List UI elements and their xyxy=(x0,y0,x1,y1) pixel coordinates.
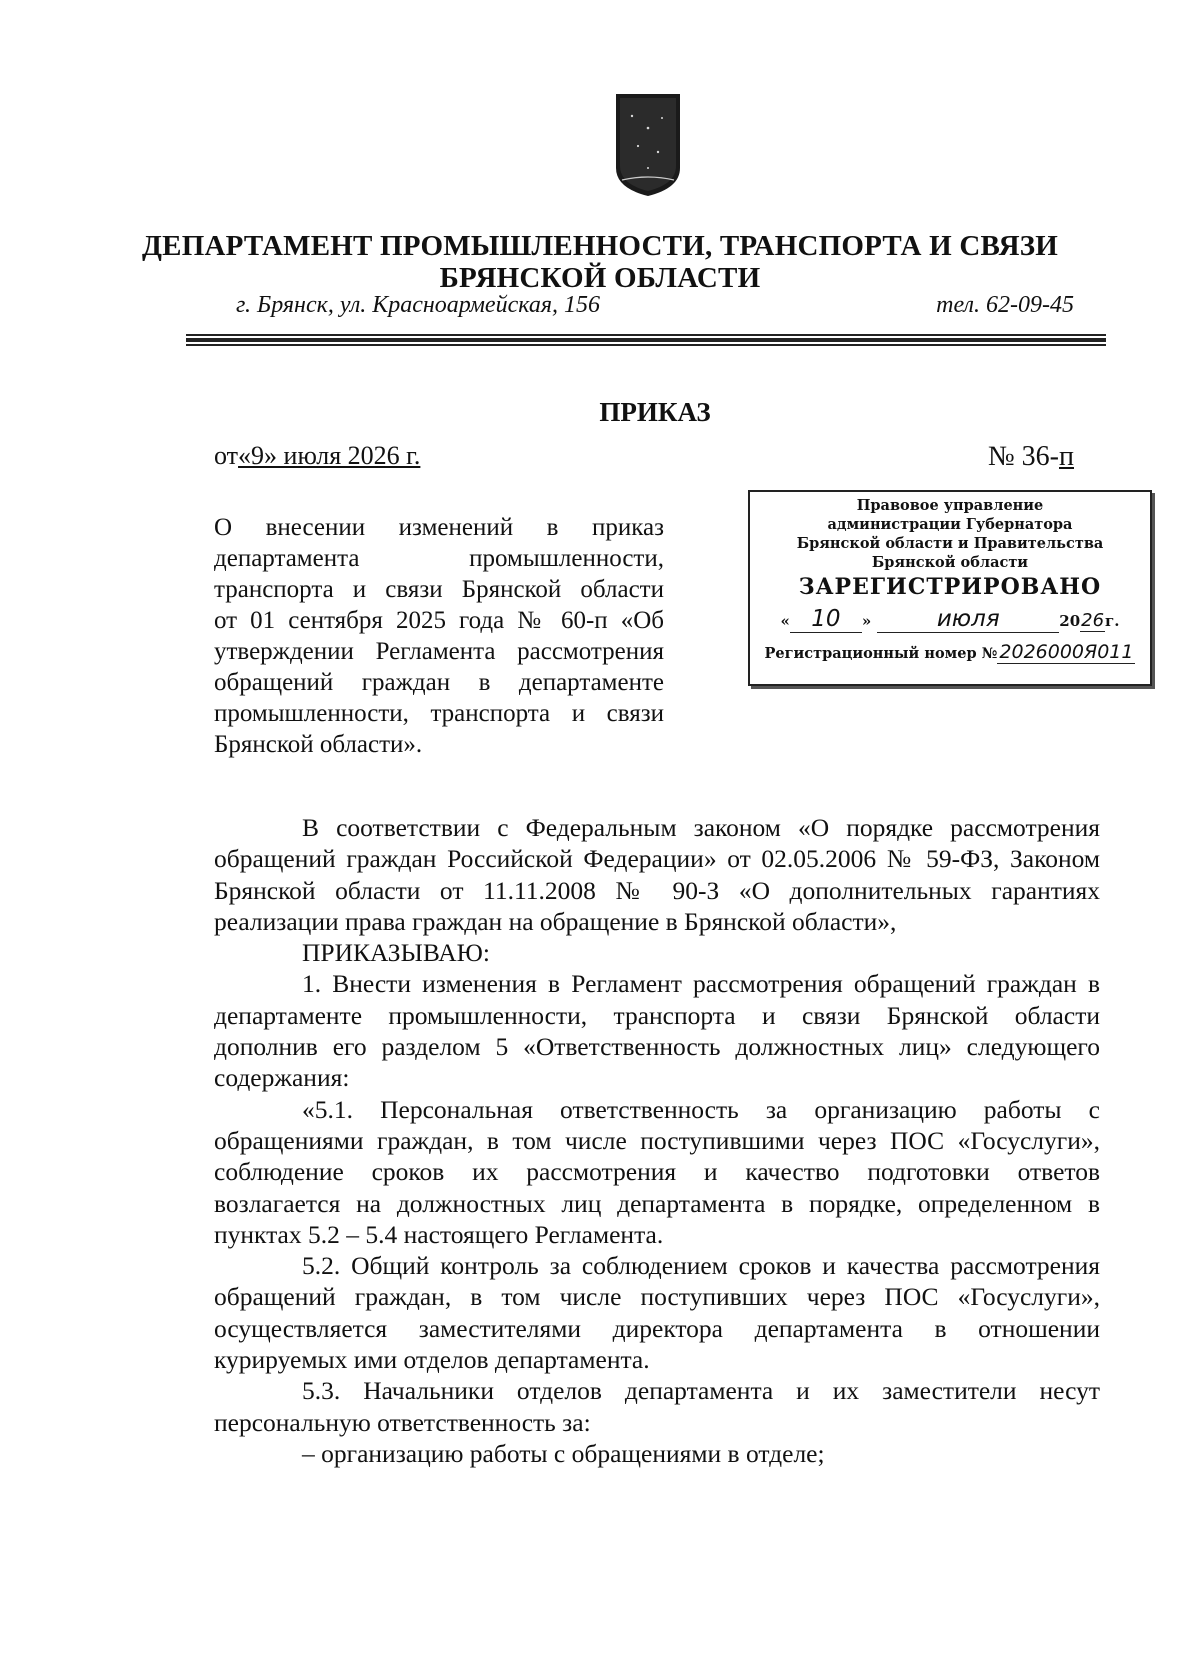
body-list-item: – организацию работы с обращениями в отделе; xyxy=(302,1438,825,1468)
body-line: реализации права граждан на обращение в Брянской области», xyxy=(214,906,897,936)
stamp-year-end: г. xyxy=(1105,612,1120,630)
body-line: В соответствии с Федеральным законом «О порядке рассмотрения xyxy=(302,813,1100,842)
body-line: курируемых ими отделов департамента. xyxy=(214,1345,650,1375)
registration-stamp xyxy=(748,490,1152,686)
body-line: «5.1. Персональная ответственность за организацию работы с xyxy=(302,1094,1100,1124)
stamp-date xyxy=(750,606,1150,633)
body-line: пунктах 5.2 – 5.4 настоящего Регламента. xyxy=(214,1219,664,1249)
department-phone: тел. 62-09-45 xyxy=(936,292,1074,318)
order-number-suffix: п xyxy=(1059,441,1074,472)
stamp-day-close: » xyxy=(861,612,872,630)
stamp-line4: Брянской области xyxy=(871,554,1029,571)
stamp-reg-label: Регистрационный номер № xyxy=(764,645,998,662)
stamp-line1: Правовое управление xyxy=(856,497,1044,514)
subject-line: Брянской области». xyxy=(214,731,423,758)
subject-line: от 01 сентября 2025 года № 60-п «Об xyxy=(214,607,664,634)
stamp-year-suffix: 26 xyxy=(1081,610,1105,631)
order-body xyxy=(214,812,1100,1469)
stamp-reg-number: 2026000Я011 xyxy=(999,641,1134,663)
body-line: 5.2. Общий контроль за соблюдением сроков и качества рассмотрения xyxy=(302,1251,1100,1281)
department-title-line1: ДЕПАРТАМЕНТ ПРОМЫШЛЕННОСТИ, ТРАНСПОРТА И СВЯЗИ xyxy=(142,230,1058,262)
department-address: г. Брянск, ул. Красноармейская, 156 xyxy=(236,292,601,318)
coat-of-arms-icon xyxy=(612,88,684,200)
order-date-value: «9» июля 2026 г. xyxy=(238,441,421,470)
order-date-prefix: от xyxy=(214,441,239,470)
body-line: Брянской области от 11.11.2008 № 90-З «О дополнительных гарантиях xyxy=(214,875,1100,905)
stamp-month: июля xyxy=(877,606,1059,633)
body-line: возлагается на должностных лиц департамента в порядке, определенном в xyxy=(214,1188,1100,1218)
stamp-registration-number xyxy=(750,641,1150,663)
body-line: дополнив его разделом 5 «Ответственность должностных лиц» следующего xyxy=(214,1032,1100,1062)
body-line: 1. Внести изменения в Регламент рассмотрения обращений граждан в xyxy=(302,969,1100,999)
header-divider-bottom xyxy=(186,344,1106,346)
subject-line: О внесении изменений в приказ xyxy=(214,514,664,541)
subject-line: департамента промышленности, xyxy=(214,545,664,572)
order-number xyxy=(988,441,1074,473)
stamp-day-open: « xyxy=(780,612,790,630)
order-date xyxy=(214,441,420,471)
subject-line: обращений граждан в департаменте xyxy=(214,669,664,696)
stamp-year-prefix: 20 xyxy=(1059,612,1081,630)
stamp-line3: Брянской области и Правительства xyxy=(796,535,1104,552)
body-line: департаменте промышленности, транспорта и связи Брянской области xyxy=(214,1000,1100,1030)
order-title: ПРИКАЗ xyxy=(599,397,711,427)
department-title-line2: БРЯНСКОЙ ОБЛАСТИ xyxy=(439,262,761,294)
order-number-prefix: № 36- xyxy=(987,441,1060,472)
order-directive: ПРИКАЗЫВАЮ: xyxy=(302,938,490,968)
body-line: обращениями граждан, в том числе поступившими через ПОС «Госуслуги», xyxy=(214,1125,1100,1155)
body-line: осуществляется заместителями директора департамента в отношении xyxy=(214,1313,1100,1343)
header-divider-middle xyxy=(186,338,1106,342)
body-line: обращений граждан Российской Федерации» от 02.05.2006 № 59-ФЗ, Законом xyxy=(214,844,1100,874)
subject-line: утверждении Регламента рассмотрения xyxy=(214,638,664,665)
stamp-line2: администрации Губернатора xyxy=(827,516,1073,533)
subject-line: промышленности, транспорта и связи xyxy=(214,700,664,727)
body-line: персональную ответственность за: xyxy=(214,1407,591,1437)
body-line: соблюдение сроков их рассмотрения и качество подготовки ответов xyxy=(214,1157,1100,1187)
header-divider-top xyxy=(186,334,1106,336)
body-line: 5.3. Начальники отделов департамента и их заместители несут xyxy=(302,1376,1100,1406)
body-line: обращений граждан, в том числе поступивших через ПОС «Госуслуги», xyxy=(214,1282,1100,1312)
stamp-registered: ЗАРЕГИСТРИРОВАНО xyxy=(798,574,1102,600)
stamp-day: 10 xyxy=(790,606,862,633)
body-line: содержания: xyxy=(214,1063,350,1093)
order-subject xyxy=(214,512,664,760)
subject-line: транспорта и связи Брянской области xyxy=(214,576,664,603)
